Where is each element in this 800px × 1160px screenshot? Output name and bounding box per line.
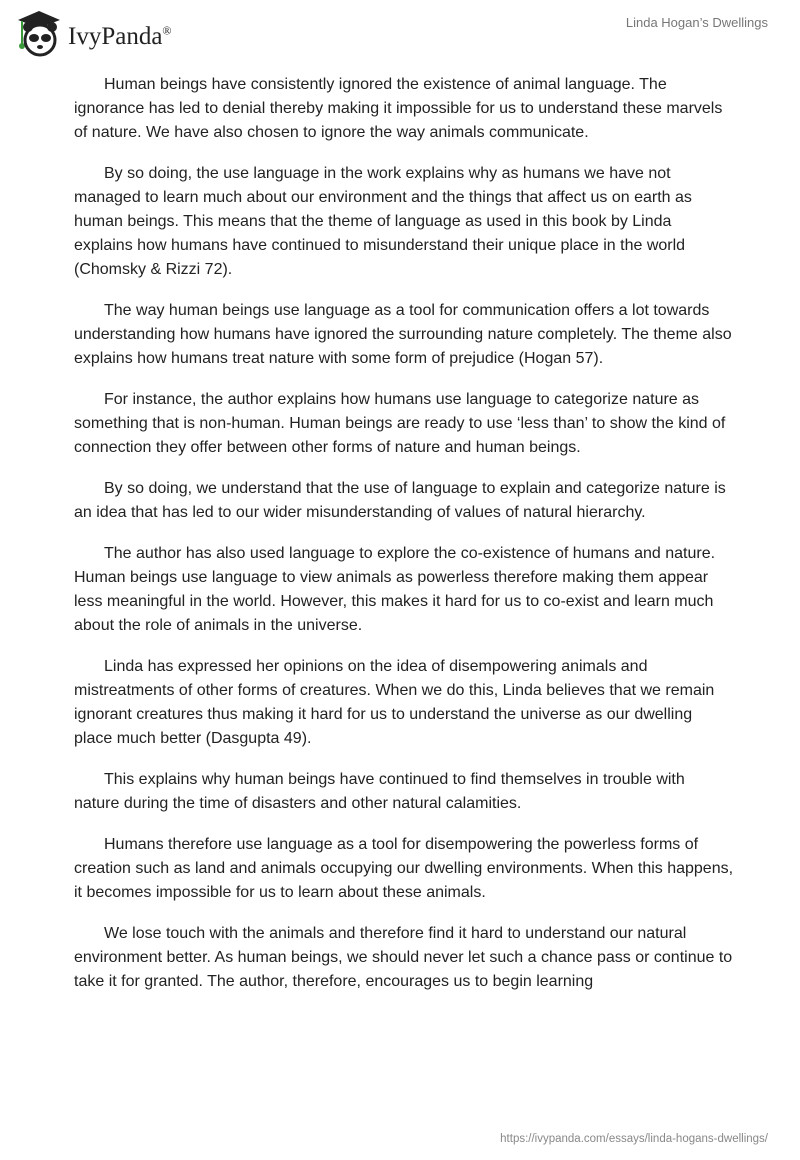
paragraph: This explains why human beings have continued to find themselves in trouble with nature during the time of disasters and other natural calamities. xyxy=(74,771,685,812)
logo-text: IvyPanda® xyxy=(68,23,172,50)
paragraph: By so doing, the use language in the work explains why as humans we have not managed to learn much about our environment and the things that affect us on earth as human beings. This means that the theme of language as used in this book by Linda explains how humans have continued to misunderstand their unique place in the world (Chomsky & Rizzi 72). xyxy=(74,165,692,278)
source-url[interactable]: https://ivypanda.com/essays/linda-hogans-dwellings/ xyxy=(500,1133,768,1145)
ivypanda-logo[interactable] xyxy=(14,8,172,58)
panda-logo-icon xyxy=(14,8,64,58)
document-title: Linda Hogan’s Dwellings xyxy=(625,15,768,30)
paragraph: Human beings have consistently ignored the existence of animal language. The ignorance has led to denial thereby making it impossible for us to understand these marvels of nature. We have also chosen to ignore the way animals communicate. xyxy=(74,76,723,141)
paragraph: The way human beings use language as a tool for communication offers a lot towards understanding how humans have ignored the surrounding nature completely. The theme also explains how humans treat nature with some form of prejudice (Hogan 57). xyxy=(74,302,732,367)
paragraph: Humans therefore use language as a tool for disempowering the powerless forms of creation such as land and animals occupying our dwelling environments. When this happens, it becomes impossible for us to learn about these animals. xyxy=(74,836,734,901)
essay-body xyxy=(74,73,734,1011)
paragraph: Linda has expressed her opinions on the idea of disempowering animals and mistreatments of other forms of creatures. When we do this, Linda believes that we remain ignorant creatures thus making it hard for us to understand the universe as our dwelling place much better (Dasgupta 49). xyxy=(74,658,715,747)
paragraph: By so doing, we understand that the use of language to explain and categorize nature is an idea that has led to our wider misunderstanding of values of natural hierarchy. xyxy=(74,480,726,521)
paragraph: The author has also used language to explore the co-existence of humans and nature. Human beings use language to view animals as powerless therefore making them appear less meaningful in the world. However, this makes it hard for us to co-exist and learn much about the role of animals in the universe. xyxy=(74,545,716,634)
paragraph: For instance, the author explains how humans use language to categorize nature as something that is non-human. Human beings are ready to use ‘less than’ to show the kind of connection they offer between other forms of nature and human beings. xyxy=(74,391,726,456)
paragraph: We lose touch with the animals and therefore find it hard to understand our natural environment better. As human beings, we should never let such a chance pass or continue to take it for granted. The author, therefore, encourages us to begin learning xyxy=(74,925,733,990)
